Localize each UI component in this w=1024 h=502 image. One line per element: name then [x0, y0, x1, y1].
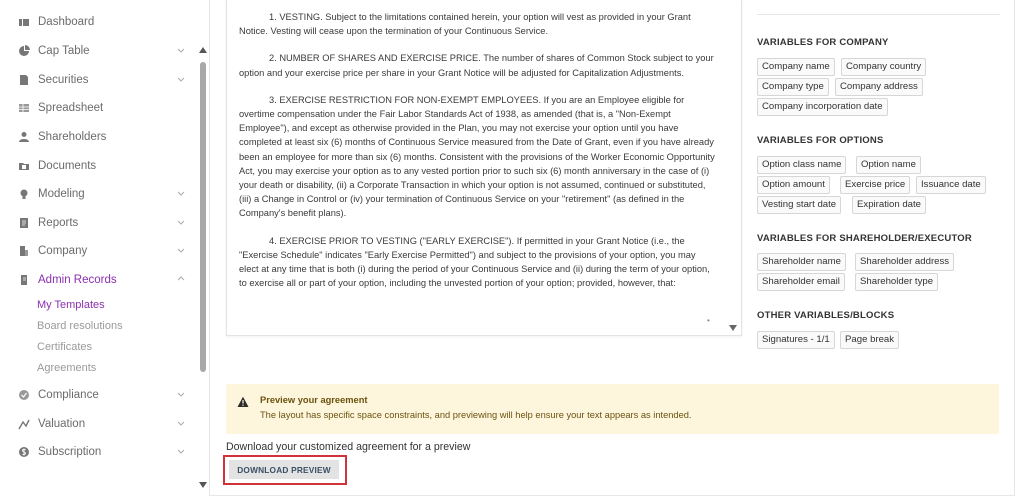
lightbulb-icon: [18, 188, 30, 200]
sidebar-item-label: Securities: [38, 74, 89, 86]
sub-item-board-resolutions[interactable]: Board resolutions: [37, 320, 123, 332]
sidebar-item-label: Shareholders: [38, 131, 107, 143]
variable-chip[interactable]: Option name: [856, 156, 921, 174]
variable-chip[interactable]: Option amount: [757, 176, 830, 194]
variable-chip[interactable]: Exercise price: [840, 176, 910, 194]
admin-records-icon: [18, 274, 30, 286]
alert-message: The layout has specific space constraints, and previewing will help ensure your text appears as intended.: [260, 410, 692, 420]
chevron-down-icon: [176, 446, 186, 456]
sidebar-item-compliance[interactable]: [18, 385, 190, 405]
sidebar-item-securities[interactable]: [18, 70, 190, 90]
chevron-down-icon: [176, 217, 186, 227]
sidebar: [0, 0, 198, 502]
editor-scroll-marker: •: [707, 316, 710, 325]
preview-alert: [226, 384, 999, 434]
warning-icon: [237, 396, 249, 408]
agreement-paragraph: 3. EXERCISE RESTRICTION FOR NON-EXEMPT EMPLOYEES. If you are an Employee eligible for overtime compensation under the Fair Labor Standards Act of 1938, as amended (that is, a "Non-Exempt Employee"), and except as otherwise provided in the Plan, you may not exercise your option until you have completed at least six (6) months of Continuous Service measured from the Date of Grant, even if you have already been an employee for more than six (6) months. Consistent with the provisions of the Worker Economic Opportunity Act, you may exercise your option as to any vested portion prior to such six (6) month anniversary in the case of (i) your death or disability, (ii) a Corporate Transaction in which your option is not assumed, continued or substituted, (iii) a Change in Control or (iv) your termination of Continuous Service on your "retirement" (as defined in the Company's benefit plans).: [239, 94, 715, 219]
user-icon: [18, 131, 30, 143]
agreement-text-editor[interactable]: [226, 0, 742, 336]
agreement-text: [227, 0, 741, 290]
agreement-paragraph: 2. NUMBER OF SHARES AND EXERCISE PRICE. The number of shares of Common Stock subject to your option and your exercise price per share in your Grant Notice will be adjusted for Capitalization Adjustments.: [239, 53, 714, 78]
sidebar-scrollbar-thumb[interactable]: [200, 62, 206, 372]
variable-chip[interactable]: Company country: [841, 58, 926, 76]
sidebar-item-subscription[interactable]: [18, 442, 190, 462]
sidebar-item-label: Cap Table: [38, 45, 90, 57]
report-icon: [18, 217, 30, 229]
pie-chart-icon: [18, 45, 30, 57]
sidebar-item-label: Subscription: [38, 446, 102, 458]
dashboard-icon: [18, 16, 30, 28]
variables-company-title: VARIABLES FOR COMPANY: [757, 37, 889, 48]
sidebar-item-label: Admin Records: [38, 274, 117, 286]
sidebar-scroll-down-arrow[interactable]: [199, 482, 207, 488]
valuation-icon: [18, 418, 30, 430]
variable-chip[interactable]: Option class name: [757, 156, 846, 174]
variable-chip[interactable]: Shareholder address: [855, 253, 954, 271]
variable-chip[interactable]: Company address: [835, 78, 923, 96]
sidebar-item-label: Dashboard: [38, 16, 95, 28]
sidebar-item-label: Reports: [38, 217, 79, 229]
chevron-down-icon: [176, 418, 186, 428]
download-preview-button[interactable]: DOWNLOAD PREVIEW: [229, 460, 339, 479]
spreadsheet-icon: [18, 102, 30, 114]
variable-chip[interactable]: Company incorporation date: [757, 98, 888, 116]
sidebar-item-spreadsheet[interactable]: [18, 98, 190, 118]
variable-chip[interactable]: Issuance date: [916, 176, 986, 194]
agreement-paragraph: 1. VESTING. Subject to the limitations contained herein, your option will vest as provided in your Grant Notice. Vesting will cease upon the termination of your Continuous Service.: [239, 12, 691, 37]
variable-chip[interactable]: Shareholder email: [757, 273, 845, 291]
sidebar-item-documents[interactable]: [18, 156, 190, 176]
variable-chip[interactable]: Shareholder name: [757, 253, 846, 271]
sidebar-item-dashboard[interactable]: [18, 12, 190, 32]
variable-chip[interactable]: Shareholder type: [855, 273, 938, 291]
chevron-down-icon: [176, 389, 186, 399]
chevron-up-icon: [176, 274, 186, 284]
sidebar-item-label: Company: [38, 245, 88, 257]
document-icon: [18, 74, 30, 86]
variable-chip[interactable]: Company type: [757, 78, 829, 96]
editor-scroll-down-arrow[interactable]: [729, 325, 737, 331]
sidebar-item-reports[interactable]: [18, 213, 190, 233]
building-icon: [18, 245, 30, 257]
chevron-down-icon: [176, 188, 186, 198]
sub-item-my-templates[interactable]: My Templates: [37, 299, 105, 311]
sub-item-certificates[interactable]: Certificates: [37, 341, 93, 353]
shield-check-icon: [18, 389, 30, 401]
alert-title: Preview your agreement: [260, 395, 368, 405]
sub-item-agreements[interactable]: Agreements: [37, 362, 97, 374]
variables-options-title: VARIABLES FOR OPTIONS: [757, 135, 884, 146]
variable-chip[interactable]: Expiration date: [852, 196, 926, 214]
chevron-down-icon: [176, 245, 186, 255]
sidebar-item-valuation[interactable]: [18, 414, 190, 434]
sidebar-item-cap-table[interactable]: [18, 41, 190, 61]
sidebar-item-shareholders[interactable]: [18, 127, 190, 147]
variable-chip[interactable]: Page break: [840, 331, 899, 349]
variable-chip[interactable]: Vesting start date: [757, 196, 841, 214]
sidebar-item-company[interactable]: [18, 241, 190, 261]
sidebar-item-label: Documents: [38, 160, 97, 172]
dollar-icon: [18, 446, 30, 458]
chevron-down-icon: [176, 45, 186, 55]
download-instructions: Download your customized agreement for a preview: [226, 441, 471, 453]
sidebar-item-label: Spreadsheet: [38, 102, 104, 114]
agreement-paragraph: 4. EXERCISE PRIOR TO VESTING ("EARLY EXERCISE"). If permitted in your Grant Notice (i.e., the "Exercise Schedule" indicates "Early Exercise Permitted") and subject to the provisions of your option, you may elect at any time that is both (i) during the period of your Continuous Service and (ii) during the term of your option, to exercise all or part of your option, including the unvested portion of your option; provided, however, that:: [239, 235, 710, 289]
sidebar-item-admin-records[interactable]: [18, 270, 190, 290]
variables-panel-divider: [757, 14, 1000, 15]
variable-chip[interactable]: Company name: [757, 58, 835, 76]
folder-icon: [18, 160, 30, 172]
variables-other-title: OTHER VARIABLES/BLOCKS: [757, 310, 895, 321]
sidebar-item-label: Modeling: [38, 188, 85, 200]
sidebar-scroll-up-arrow[interactable]: [199, 47, 207, 53]
sidebar-item-modeling[interactable]: [18, 184, 190, 204]
variable-chip[interactable]: Signatures - 1/1: [757, 331, 835, 349]
chevron-down-icon: [176, 74, 186, 84]
variables-shareholder-title: VARIABLES FOR SHAREHOLDER/EXECUTOR: [757, 233, 972, 244]
sidebar-item-label: Valuation: [38, 418, 86, 430]
sidebar-item-label: Compliance: [38, 389, 99, 401]
